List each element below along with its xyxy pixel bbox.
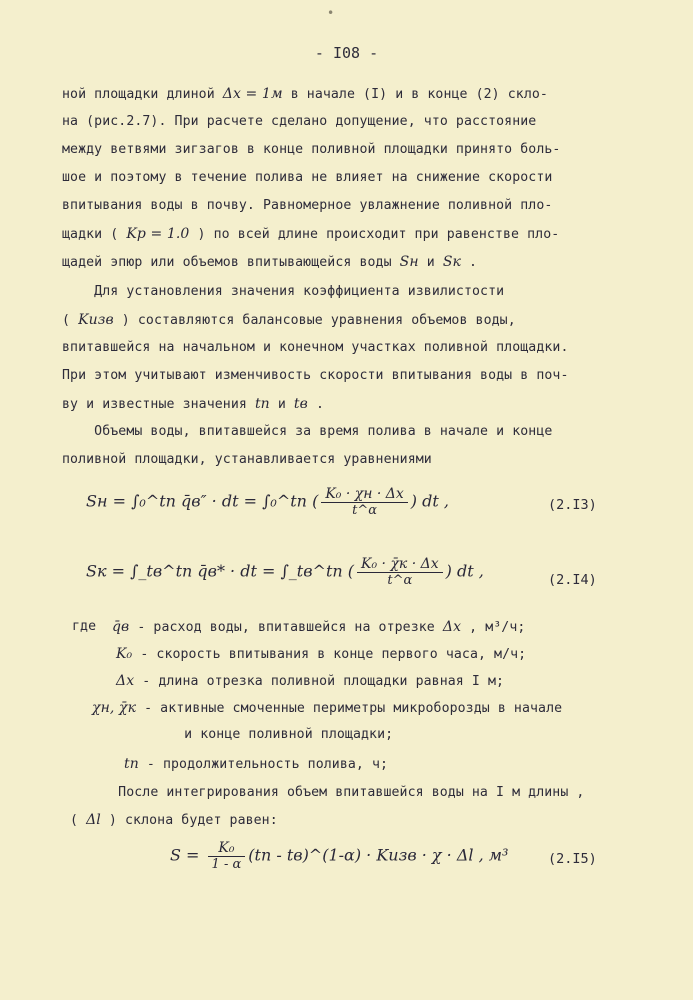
text-line: шое и поэтому в течение полива не влияет на снижение скорости — [62, 170, 553, 185]
equation-2-14: Sк = ∫_tв^tп q̄в* · dt = ∫_tв^tп ( $\frac{\text{K₀ · χ̄к · Δx}}{t\^{}\alpha}$ ) dt , — [86, 556, 484, 588]
definition-row: χн, χ̄к - активные смоченные периметры микроборозды в начале — [92, 700, 563, 716]
equation-label: (2.I4) — [548, 572, 597, 588]
text-line: щадки ( Kр = 1.0 ) по всей длине происходит при равенстве пло- — [62, 226, 560, 242]
text-line: щадей эпюр или объемов впитывающейся воды Sн и Sк . — [62, 254, 478, 270]
top-mark: • — [327, 6, 335, 20]
definition-row: и конце поливной площадки; — [160, 727, 394, 742]
definition-row: tп - продолжительность полива, ч; — [124, 756, 389, 772]
text-line: впитавшейся на начальном и конечном участках поливной площадки. — [62, 340, 569, 355]
text-line: впитывания воды в почву. Равномерное увлажнение поливной пло- — [62, 198, 553, 213]
equation-2-13: Sн = ∫₀^tп q̄в″ · dt = ∫₀^tп ( $\frac{\text{K₀ · χн · Δx}}{t\^{}\alpha}$ ) dt , — [86, 486, 449, 518]
text-line: Для установления значения коэффициента извилистости — [62, 284, 505, 299]
page-number: - I08 - — [314, 44, 379, 62]
text-line: Объемы воды, впитавшейся за время полива в начале и конце — [62, 424, 553, 439]
text-line: поливной площадки, устанавливается уравнениями — [62, 452, 432, 467]
text-line: ной площадки длиной Δx = 1м в начале (I) и в конце (2) скло- — [62, 86, 548, 102]
definition-row: q̄в - расход воды, впитавшейся на отрезке Δx , м³/ч; — [112, 619, 526, 635]
text-line: на (рис.2.7). При расчете сделано допущение, что расстояние — [62, 114, 537, 129]
equation-label: (2.I3) — [548, 497, 597, 513]
text-line: между ветвями зигзагов в конце поливной площадки принято боль- — [62, 142, 561, 157]
definition-row: Δx - длина отрезка поливной площадки равная I м; — [116, 673, 505, 689]
text-line: ( Kизв ) составляются балансовые уравнения объемов воды, — [62, 312, 516, 328]
text-line: ву и известные значения tп и tв . — [62, 396, 324, 412]
text-line: ( Δl ) склона будет равен: — [70, 812, 278, 828]
text-line: После интегрирования объем впитавшейся воды на I м длины , — [86, 785, 585, 800]
text-line: При этом учитывают изменчивость скорости впитывания воды в поч- — [62, 368, 569, 383]
where-label: где — [72, 619, 97, 634]
equation-label: (2.I5) — [548, 851, 597, 867]
equation-2-15: S = $\frac{\text{K₀}}{1 - \alpha}$ (tп - tв)^(1-α) · Kизв · χ · Δl , м³ — [170, 840, 509, 872]
definition-row: K₀ - скорость впитывания в конце первого часа, м/ч; — [116, 646, 527, 662]
